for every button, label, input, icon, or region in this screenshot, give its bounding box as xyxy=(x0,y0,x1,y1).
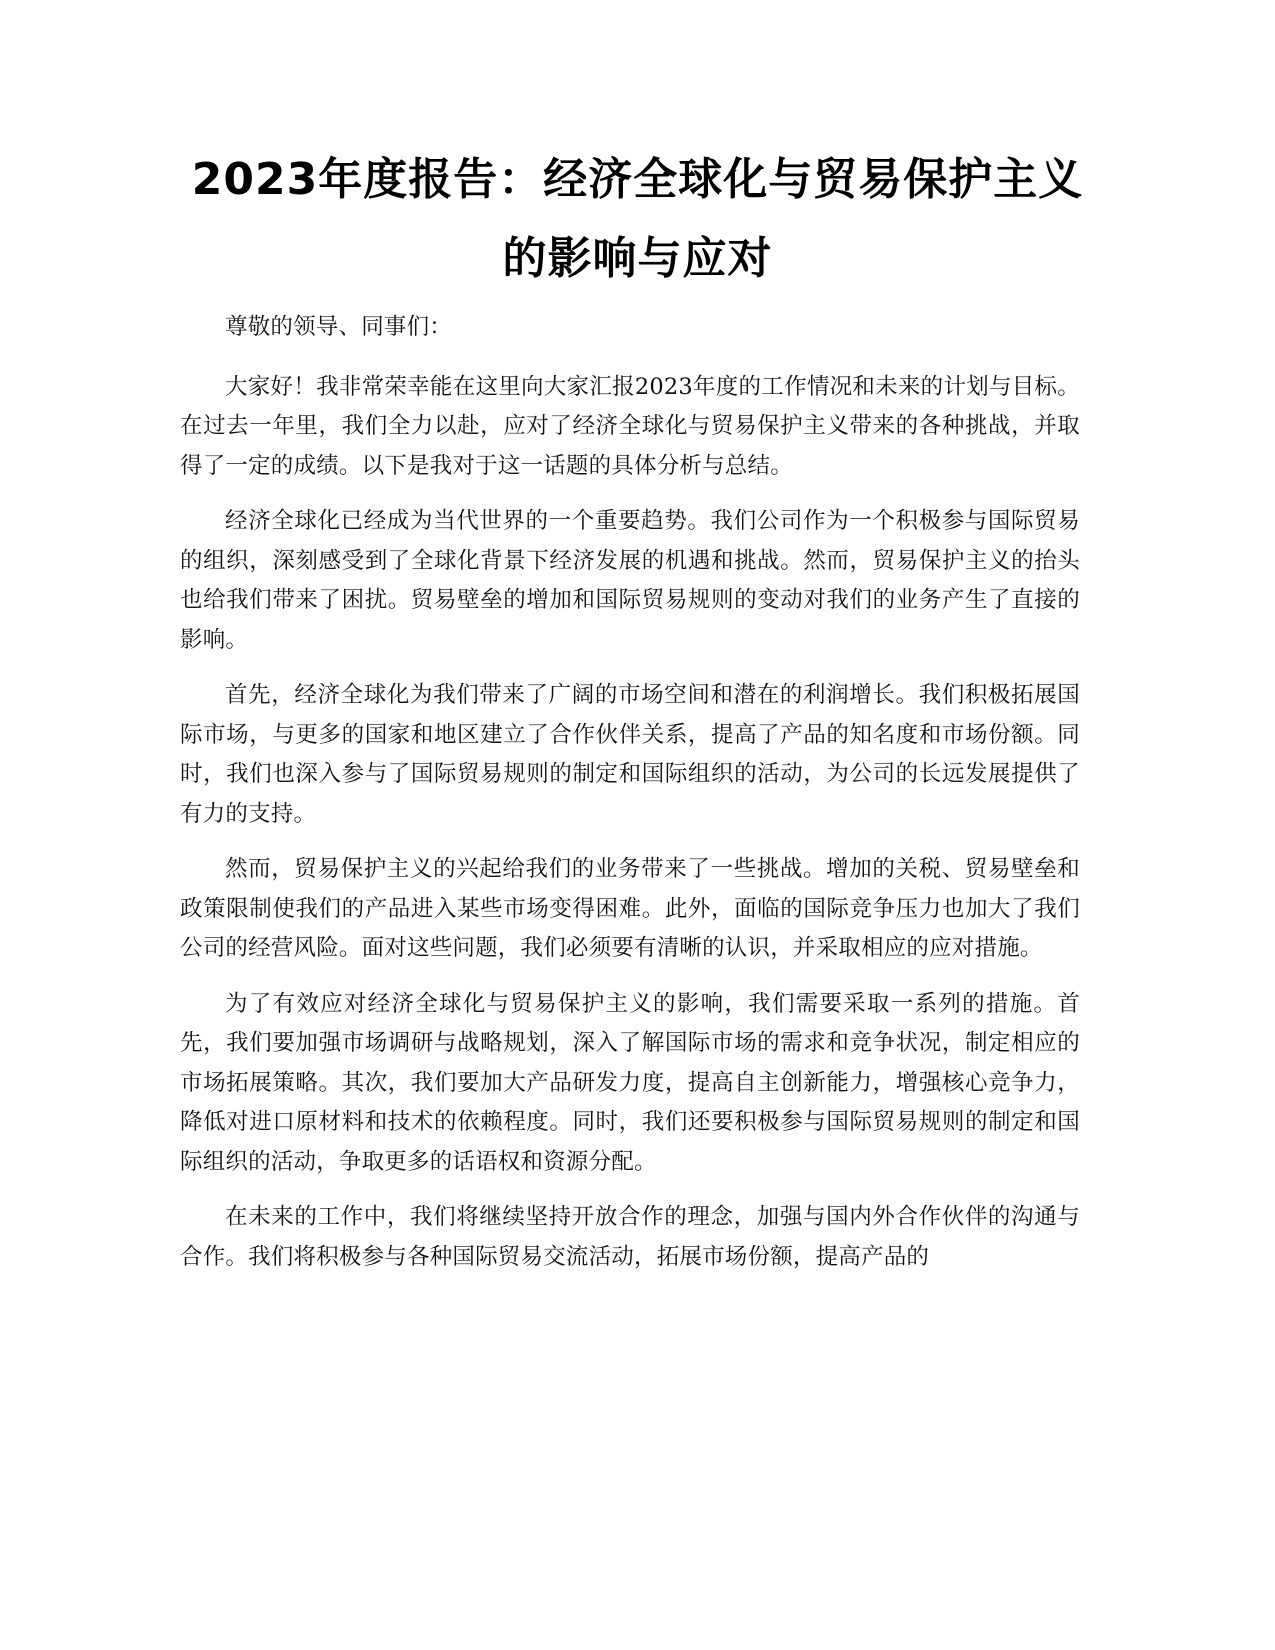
document-body xyxy=(180,308,1080,1293)
paragraph-challenges: 然而，贸易保护主义的兴起给我们的业务带来了一些挑战。增加的关税、贸易壁垒和政策限制使我们的产品进入某些市场变得困难。此外，面临的国际竞争压力也加大了我们公司的经营风险。面对这些问题，我们必须要有清晰的认识，并采取相应的应对措施。 xyxy=(180,856,1080,961)
paragraph-future: 在未来的工作中，我们将继续坚持开放合作的理念，加强与国内外合作伙伴的沟通与合作。我们将积极参与各种国际贸易交流活动，拓展市场份额，提高产品的 xyxy=(180,1204,1080,1270)
paragraph-intro: 大家好！我非常荣幸能在这里向大家汇报2023年度的工作情况和未来的计划与目标。在过去一年里，我们全力以赴，应对了经济全球化与贸易保护主义带来的各种挑战，并取得了一定的成绩。以下是我对于这一话题的具体分析与总结。 xyxy=(180,373,1080,479)
paragraph-measures: 为了有效应对经济全球化与贸易保护主义的影响，我们需要采取一系列的措施。首先，我们要加强市场调研与战略规划，深入了解国际市场的需求和竞争状况，制定相应的市场拓展策略。其次，我们要加大产品研发力度，提高自主创新能力，增强核心竞争力，降低对进口原材料和技术的依赖程度。同时，我们还要积极参与国际贸易规则的制定和国际组织的活动，争取更多的话语权和资源分配。 xyxy=(180,990,1080,1175)
salutation: 尊敬的领导、同事们： xyxy=(225,314,453,340)
paragraph-globalization-trend: 经济全球化已经成为当代世界的一个重要趋势。我们公司作为一个积极参与国际贸易的组织，深刻感受到了全球化背景下经济发展的机遇和挑战。然而，贸易保护主义的抬头也给我们带来了困扰。贸易壁垒的增加和国际贸易规则的变动对我们的业务产生了直接的影响。 xyxy=(180,508,1080,653)
document-title: 2023年度报告：经济全球化与贸易保护主义的影响与应对 xyxy=(191,154,1084,284)
paragraph-opportunities: 首先，经济全球化为我们带来了广阔的市场空间和潜在的利润增长。我们积极拓展国际市场，与更多的国家和地区建立了合作伙伴关系，提高了产品的知名度和市场份额。同时，我们也深入参与了国际贸易规则的制定和国际组织的活动，为公司的长远发展提供了有力的支持。 xyxy=(180,682,1080,827)
title-block xyxy=(170,140,1105,298)
